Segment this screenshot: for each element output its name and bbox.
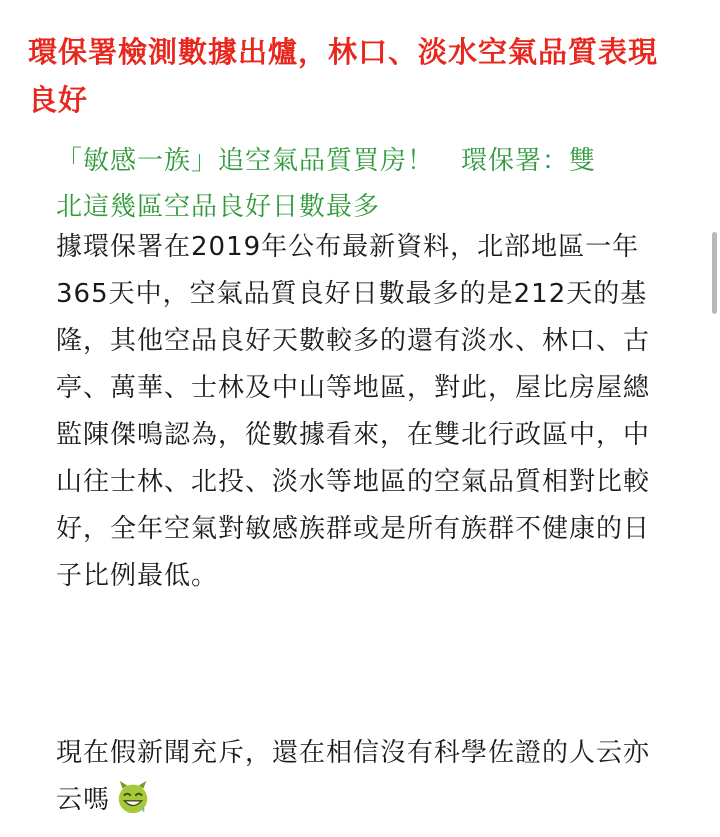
post-closing-paragraph: [56, 730, 668, 824]
post-closing-text: 現在假新聞充斥，還在相信沒有科學佐證的人云亦云嗎: [56, 738, 651, 815]
post-body-text: 據環保署在2019年公布最新資料，北部地區一年365天中，空氣品質良好日數最多的是212天的基隆，其他空品良好天數較多的還有淡水、林口、古亭、萬華、士林及中山等地區，對此，屋比房屋總監陳傑鳴認為，從數據看來，在雙北行政區中，中山往士林、北投、淡水等地區的空氣品質相對比較好，全年空氣對敏感族群或是所有族群不健康的日子比例最低。: [56, 232, 651, 591]
scrollbar[interactable]: [712, 232, 717, 314]
post-headline: 環保署檢測數據出爐，林口、淡水空氣品質表現良好: [28, 35, 659, 117]
quoted-source-title: 「敏感一族」追空氣品質買房！ 環保署：雙北這幾區空品良好日數最多: [56, 146, 597, 222]
devil-grin-emoji-icon: [114, 778, 152, 816]
